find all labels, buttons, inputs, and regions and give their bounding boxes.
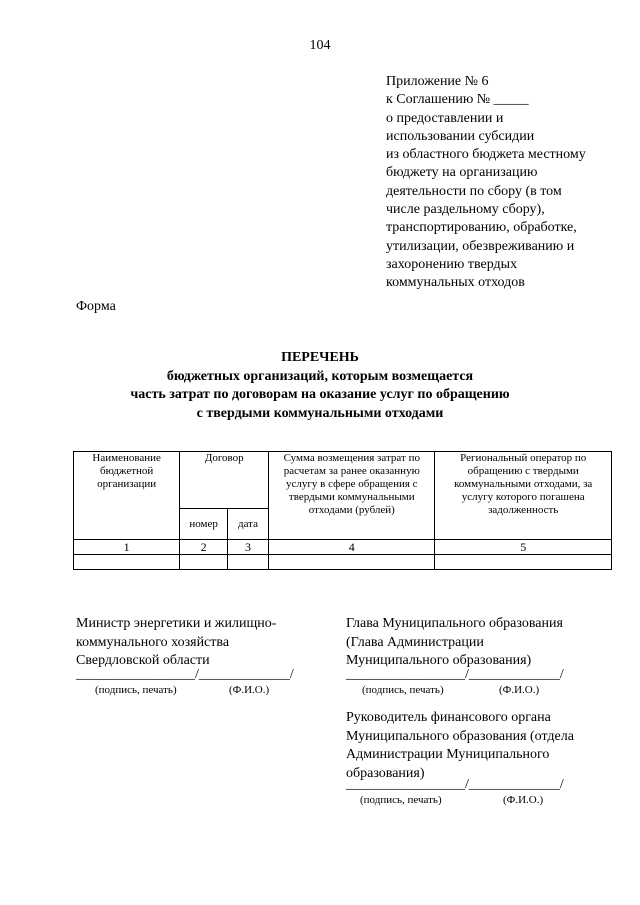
minister-name-caption: (Ф.И.О.) [229,684,270,696]
header-contract: Договор [180,452,269,509]
head-signature-block [346,615,563,671]
annex-line: захоронению твердых [386,256,518,272]
column-number: 2 [180,540,228,555]
annex-line: бюджету на организацию [386,165,538,181]
title-line: ПЕРЕЧЕНЬ [281,350,359,365]
annex-line: из областного бюджета местному [386,147,586,163]
organizations-table [73,451,612,570]
minister-title-line: Свердловской области [76,653,210,668]
head-title-line: Глава Муниципального образования [346,616,563,631]
minister-title-line: коммунального хозяйства [76,634,230,650]
finance-title-line: Администрации Муниципального [346,747,550,762]
finance-title-line: образования) [346,765,425,781]
header-operator: Региональный оператор по обращению с твердыми коммунальными отходами, за услугу которого погашена задолженность [435,452,612,540]
column-number-row [74,540,612,555]
annex-line: коммунальных отходов [386,275,525,291]
table-cell [269,555,435,570]
finance-title-line: Руководитель финансового органа [346,710,551,725]
head-title-line: (Глава Администрации [346,634,484,650]
table-row [74,555,612,570]
table-cell [227,555,268,570]
finance-title-line: Муниципального образования (отдела [346,728,574,744]
annex-line: транспортированию, обработке, [386,220,577,236]
head-name-caption: (Ф.И.О.) [499,684,540,696]
title-line: бюджетных организаций, которым возмещается [166,368,474,384]
column-number: 3 [227,540,268,555]
annex-block [386,73,626,293]
finance-sign-caption: (подпись, печать) [360,794,442,806]
minister-title-line: Министр энергетики и жилищно- [76,616,277,631]
annex-line: Приложение № 6 [386,74,489,89]
head-signature-line: _________________/_____________/ [346,667,564,682]
finance-name-caption: (Ф.И.О.) [503,794,544,806]
annex-line: использовании субсидии [386,128,535,144]
table-header-row [74,452,612,509]
header-sum: Сумма возмещения затрат по расчетам за ранее оказанную услугу в сфере обращения с твердыми коммунальными отходами (рублей) [269,452,435,540]
document-title [0,349,640,423]
annex-line: утилизации, обезвреживанию и [386,238,575,254]
finance-signature-block [346,709,574,783]
annex-line: числе раздельному сбору), [386,202,545,218]
annex-line: о предоставлении и [386,110,504,126]
table-cell [435,555,612,570]
form-label: Форма [76,299,116,314]
column-number: 4 [269,540,435,555]
header-contract-number: номер [180,509,228,540]
annex-line: к Соглашению № _____ [386,92,529,108]
annex-line: деятельности по сбору (в том [386,183,562,199]
head-title-line: Муниципального образования) [346,653,532,668]
finance-signature-line: _________________/_____________/ [346,777,564,792]
head-sign-caption: (подпись, печать) [362,684,444,696]
minister-signature-block [76,615,276,671]
minister-sign-caption: (подпись, печать) [95,684,177,696]
header-org-name: Наименование бюджетной организации [74,452,180,540]
page-number: 104 [309,38,331,53]
column-number: 1 [74,540,180,555]
table-cell [74,555,180,570]
minister-signature-line: _________________/_____________/ [76,667,294,682]
table-cell [180,555,228,570]
title-line: с твердыми коммунальными отходами [196,405,444,421]
title-line: часть затрат по договорам на оказание услуг по обращению [130,387,510,402]
column-number: 5 [435,540,612,555]
header-contract-date: дата [227,509,268,540]
